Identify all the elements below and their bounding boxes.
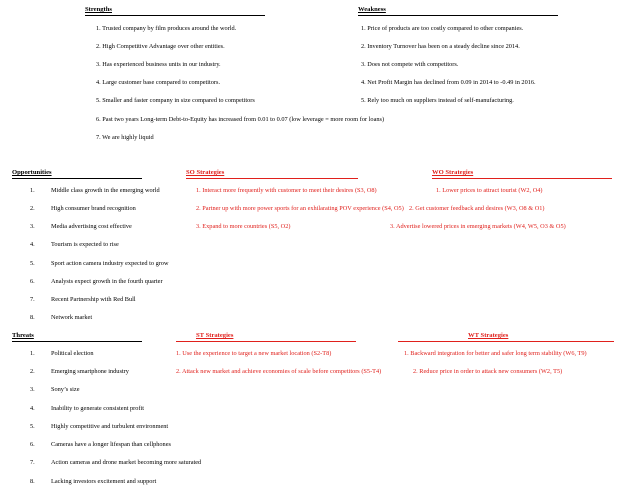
so-strategies-rule (186, 178, 358, 179)
threat-item: Action cameras and drone market becoming more saturated (51, 459, 202, 466)
threat-item: Lacking investors excitement and support (51, 478, 157, 485)
st-strategy-item: 2. Attack new market and achieve economies of scale before competitors (S5-T4) (176, 368, 382, 375)
opportunity-number: 2. (30, 205, 35, 212)
opportunity-item: High consumer brand recognition (51, 205, 136, 212)
wo-strategies-rule (432, 178, 612, 179)
threat-number: 1. (30, 350, 35, 357)
opportunity-number: 1. (30, 187, 35, 194)
opportunity-item: Sport action camera industry expected to grow (51, 260, 169, 267)
opportunity-number: 7. (30, 296, 35, 303)
opportunity-number: 5. (30, 260, 35, 267)
opportunity-item: Tourism is expected to rise (51, 241, 119, 248)
wo-strategy-item: 2. Get customer feedback and desires (W3, O8 & O1) (409, 205, 545, 212)
opportunity-item: Middle class growth in the emerging world (51, 187, 160, 194)
wt-strategy-item: 1. Backward integration for better and safer long term stability (W6, T9) (404, 350, 587, 357)
opportunity-number: 3. (30, 223, 35, 230)
opportunity-item: Network market (51, 314, 93, 321)
threat-item: Highly competitive and turbulent environment (51, 423, 169, 430)
strength-item: 1. Trusted company by film produces around the world. (96, 25, 237, 32)
so-strategies-heading: SO Strategies (186, 169, 225, 176)
weakness-item: 2. Inventory Turnover has been on a steady decline since 2014. (361, 43, 520, 50)
wo-strategy-item: 3. Advertise lowered prices in emerging markets (W4, W5, O3 & O5) (390, 223, 566, 230)
weakness-item: 5. Rely too much on suppliers instead of self-manufacturing. (361, 97, 514, 104)
threat-number: 8. (30, 478, 35, 485)
opportunities-rule (12, 178, 142, 179)
opportunities-heading: Opportunities (12, 169, 52, 176)
threat-number: 4. (30, 405, 35, 412)
wt-strategies-heading: WT Strategies (468, 332, 509, 339)
so-strategy-item: 3. Expand to more countries (S5, O2) (196, 223, 291, 230)
strength-item: 4. Large customer base compared to competitors. (96, 79, 221, 86)
strengths-heading: Strengths (85, 6, 112, 13)
threats-rule (12, 341, 142, 342)
threat-number: 6. (30, 441, 35, 448)
strength-item: 7. We are highly liquid (96, 134, 154, 141)
threat-number: 2. (30, 368, 35, 375)
weakness-item: 1. Price of products are too costly compared to other companies. (361, 25, 524, 32)
threat-item: Cameras have a longer lifespan than cellphones (51, 441, 171, 448)
st-strategy-item: 1. Use the experience to target a new market location (S2-T8) (176, 350, 332, 357)
opportunity-item: Analysts expect growth in the fourth quarter (51, 278, 163, 285)
weakness-item: 3. Does not compete with competitors. (361, 61, 459, 68)
threat-item: Emerging smartphone industry (51, 368, 129, 375)
wo-strategy-item: 1. Lower prices to attract tourist (W2, O4) (436, 187, 543, 194)
threat-item: Political election (51, 350, 94, 357)
st-strategies-heading: ST Strategies (196, 332, 234, 339)
opportunity-number: 6. (30, 278, 35, 285)
opportunity-number: 4. (30, 241, 35, 248)
st-strategies-rule (176, 341, 356, 342)
strength-item: 2. High Competitive Advantage over other entities. (96, 43, 225, 50)
threat-number: 3. (30, 386, 35, 393)
weakness-item: 4. Net Profit Margin has declined from 0.09 in 2014 to -0.49 in 2016. (361, 79, 536, 86)
wo-strategies-heading: WO Strategies (432, 169, 474, 176)
strength-item: 3. Has experienced business units in our industry. (96, 61, 221, 68)
threat-item: Sony’s size (51, 386, 80, 393)
strength-item: 5. Smaller and faster company in size compared to competitors (96, 97, 255, 104)
threat-number: 5. (30, 423, 35, 430)
so-strategy-item: 2. Partner up with more power sports for an exhilarating POV experience (S4, O5) (196, 205, 404, 212)
so-strategy-item: 1. Interact more frequently with customer to meet their desires (S3, O8) (196, 187, 377, 194)
threats-heading: Threats (12, 332, 34, 339)
wt-strategy-item: 2. Reduce price in order to attack new consumers (W2, T5) (413, 368, 563, 375)
weakness-heading: Weakness (358, 6, 386, 13)
strengths-rule (85, 15, 265, 16)
opportunity-item: Recent Partnership with Red Bull (51, 296, 136, 303)
threat-item: Inability to generate consistent profit (51, 405, 145, 412)
opportunity-number: 8. (30, 314, 35, 321)
strength-item: 6. Past two years Long-term Debt-to-Equity has increased from 0.01 to 0.07 (low leverage = more room for loans) (96, 116, 385, 123)
opportunity-item: Media advertising cost effective (51, 223, 132, 230)
wt-strategies-rule (398, 341, 614, 342)
threat-number: 7. (30, 459, 35, 466)
weakness-rule (358, 15, 558, 16)
